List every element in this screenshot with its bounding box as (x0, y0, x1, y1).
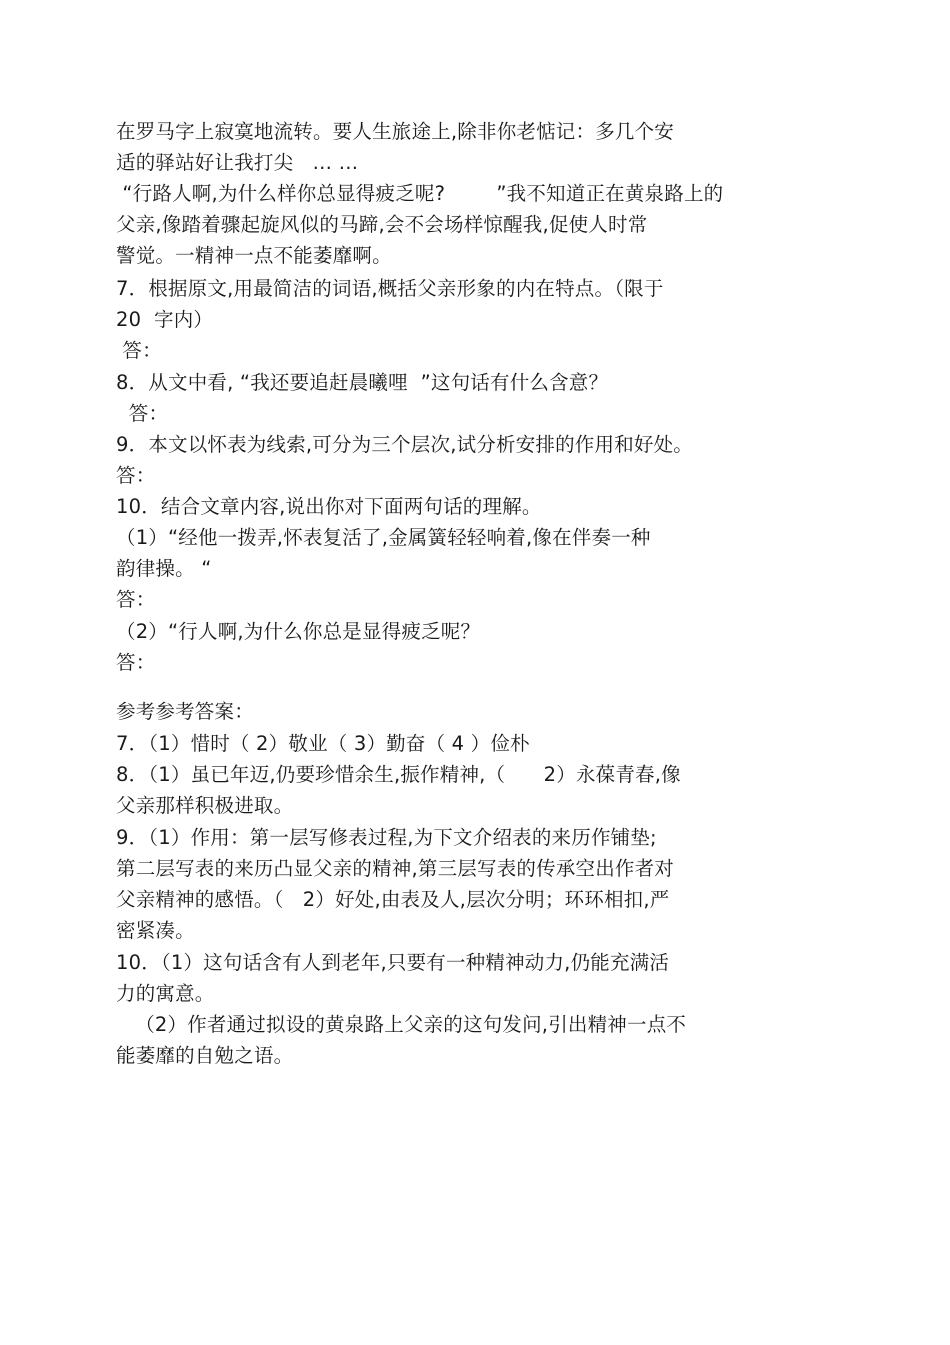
answer-10: 10．（1）这句话含有人到老年,只要有一种精神动力,仍能充满活 (116, 951, 670, 974)
question-10: 10．结合文章内容,说出你对下面两句话的理解。 (116, 495, 542, 518)
answer-label: 答： (116, 339, 162, 362)
text-line: 第二层写表的来历凸显父亲的精神,第三层写表的传承空出作者对 (116, 857, 674, 880)
text-line: 父亲精神的感悟。（ 2）好处,由表及人,层次分明；环环相扣,严 (116, 888, 670, 911)
answer-8: 8．（1）虽已年迈,仍要珍惜余生,振作精神,（ 2）永葆青春,像 (116, 763, 681, 786)
answer-label: 答： (116, 464, 156, 487)
text-line: 能萎靡的自勉之语。 (116, 1044, 294, 1067)
answer-9: 9．（1）作用：第一层写修表过程,为下文介绍表的来历作铺垫; (116, 826, 657, 849)
text-line: “行路人啊,为什么样你总显得疲乏呢? ”我不知道正在黄泉路上的 (116, 182, 724, 205)
answer-label: 答： (116, 651, 156, 674)
text-line: （1）“经他一拨弄,怀表复活了,金属簧轻轻响着,像在伴奏一种 (116, 526, 651, 549)
question-9: 9．本文以怀表为线索,可分为三个层次,试分析安排的作用和好处。 (116, 433, 694, 456)
question-7: 7．根据原文,用最简洁的词语,概括父亲形象的内在特点。（限于 (116, 277, 664, 300)
text-line: （2）“行人啊,为什么你总是显得疲乏呢？ (116, 620, 481, 643)
answer-7: 7．（1）惜时（ 2）敬业（ 3）勤奋（ 4 ）俭朴 (116, 732, 530, 755)
text-line: 父亲,像踏着骤起旋风似的马蹄,会不会场样惊醒我,促使人时常 (116, 213, 648, 236)
text-line: 适的驿站好让我打尖 … … (116, 151, 359, 174)
text-line: 父亲那样积极进取。 (116, 794, 294, 817)
text-line: 密紧凑。 (116, 919, 195, 942)
text-line: （2）作者通过拟设的黄泉路上父亲的这句发问,引出精神一点不 (116, 1013, 687, 1036)
text-line: 警觉。一精神一点不能萎靡啊。 (116, 244, 392, 267)
text-line: 在罗马字上寂寞地流转。要人生旅途上,除非你老惦记：多几个安 (116, 120, 674, 143)
text-line: 力的寓意。 (116, 982, 215, 1005)
reference-answers-heading: 参考参考答案： (116, 700, 254, 723)
answer-label: 答： (116, 402, 169, 425)
answer-label: 答： (116, 588, 156, 611)
text-line: 韵律操。 “ (116, 557, 212, 580)
question-8: 8．从文中看, “我还要追赶晨曦哩 ”这句话有什么含意？ (116, 371, 609, 394)
text-line: 20 字内） (116, 308, 214, 331)
